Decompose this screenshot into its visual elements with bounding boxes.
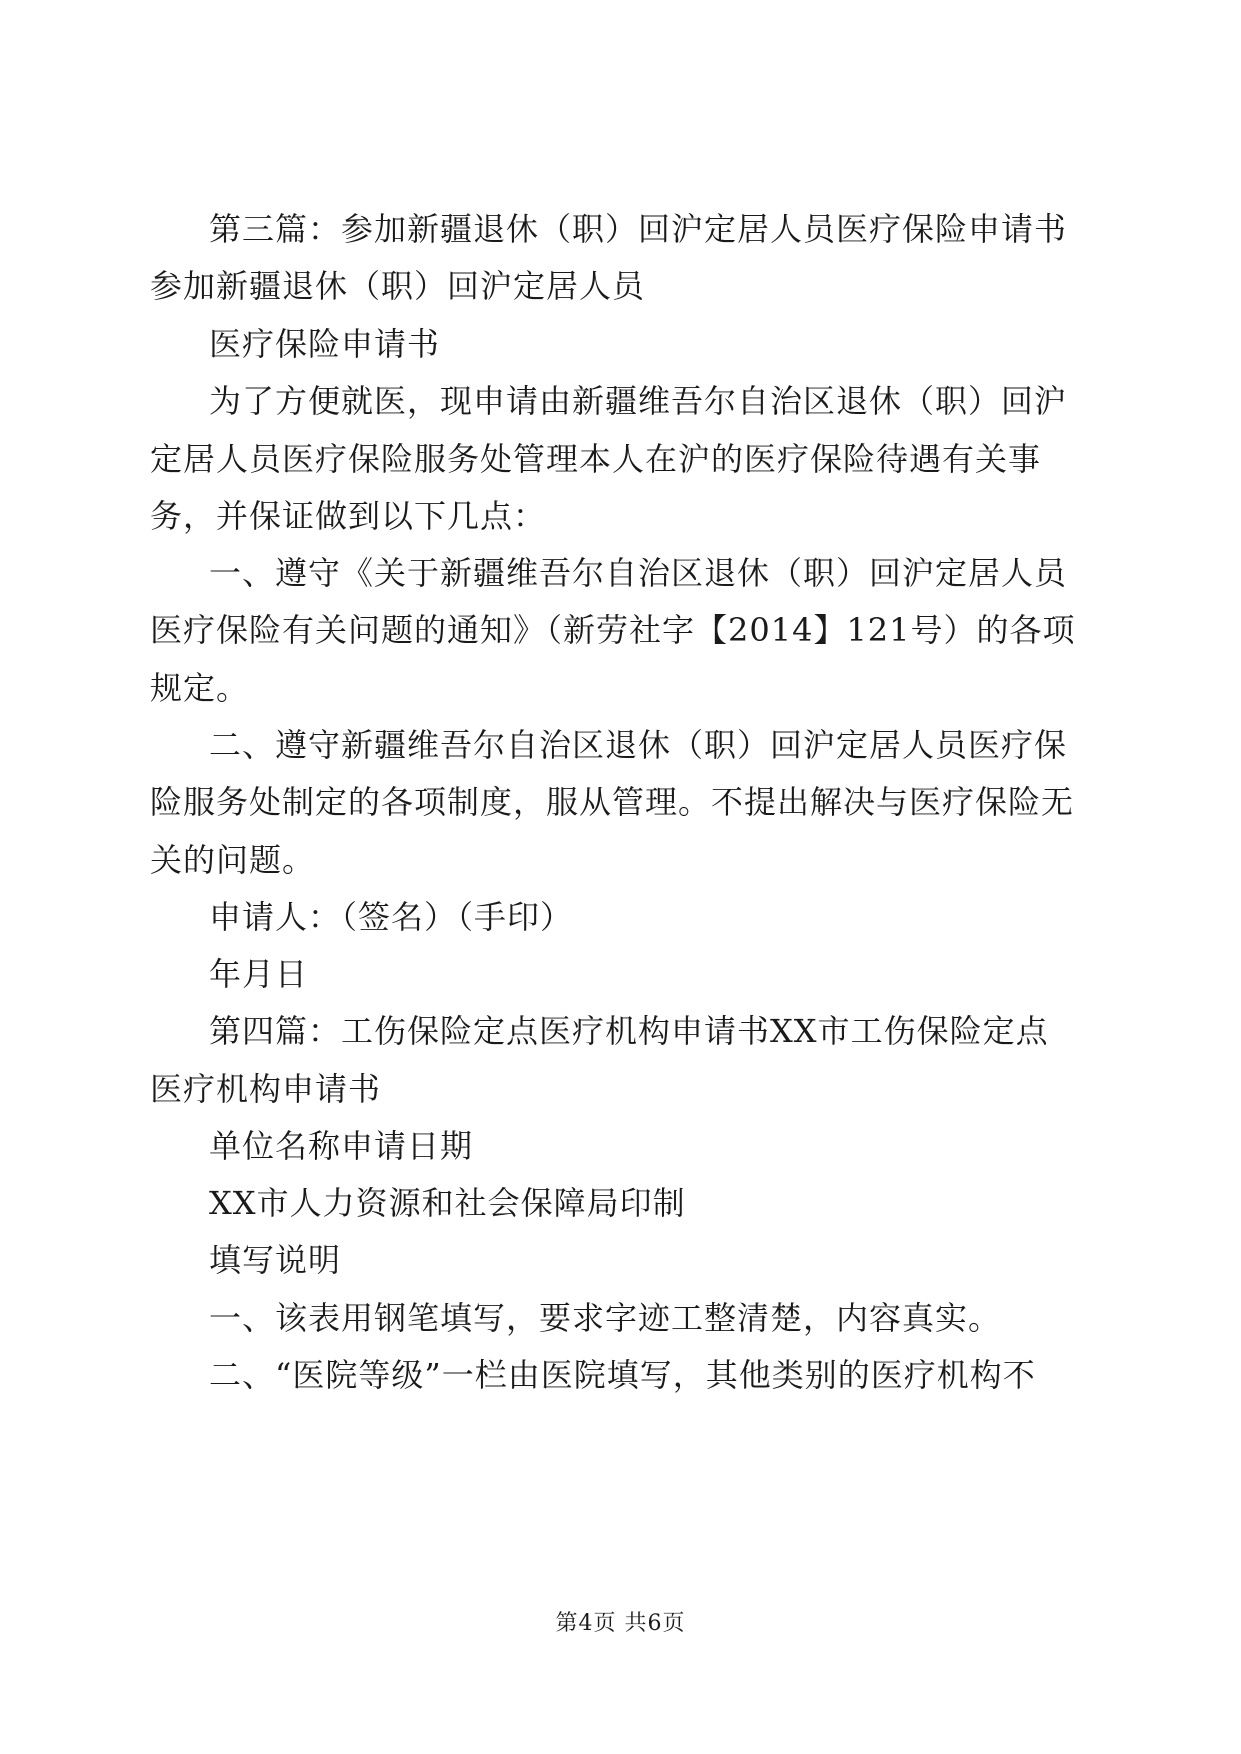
clause-one-line: 一、遵守《关于新疆维吾尔自治区退休（职）回沪定居人员 [209, 554, 1068, 592]
page-number-footer: 第4页 共6页 [555, 1611, 686, 1636]
applicant-signature-line: 申请人：（签名）（手印） [209, 898, 574, 936]
clause-two-line: 关的问题。 [150, 841, 316, 879]
clause-one-line: 规定。 [150, 669, 250, 707]
unit-name-date-line: 单位名称申请日期 [209, 1127, 474, 1165]
section-four-title-continued: 医疗机构申请书 [150, 1070, 382, 1108]
paragraph-line: 为了方便就医，现申请由新疆维吾尔自治区退休（职）回沪 [209, 382, 1068, 420]
date-line: 年月日 [209, 955, 309, 993]
section-four-title: 第四篇：工伤保险定点医疗机构申请书XX市工伤保险定点 [209, 1012, 1049, 1050]
clause-two-line: 二、遵守新疆维吾尔自治区退休（职）回沪定居人员医疗保 [209, 726, 1068, 764]
instruction-item: 一、该表用钢笔填写，要求字迹工整清楚，内容真实。 [209, 1299, 1002, 1337]
section-three-subtitle: 参加新疆退休（职）回沪定居人员 [150, 267, 646, 305]
section-three-title: 第三篇：参加新疆退休（职）回沪定居人员医疗保险申请书 [209, 210, 1068, 248]
issuer-line: XX市人力资源和社会保障局印制 [209, 1184, 686, 1222]
clause-one-line: 医疗保险有关问题的通知》（新劳社字【2014】121号）的各项 [150, 611, 1076, 649]
application-heading: 医疗保险申请书 [209, 325, 441, 363]
clause-two-line: 险服务处制定的各项制度，服从管理。不提出解决与医疗保险无 [150, 783, 1075, 821]
instructions-heading: 填写说明 [209, 1241, 342, 1279]
paragraph-line: 定居人员医疗保险服务处管理本人在沪的医疗保险待遇有关事 [150, 440, 1042, 478]
instruction-item: 二、“医院等级”一栏由医院填写，其他类别的医疗机构不 [209, 1356, 1036, 1394]
paragraph-line: 务，并保证做到以下几点： [150, 497, 547, 535]
